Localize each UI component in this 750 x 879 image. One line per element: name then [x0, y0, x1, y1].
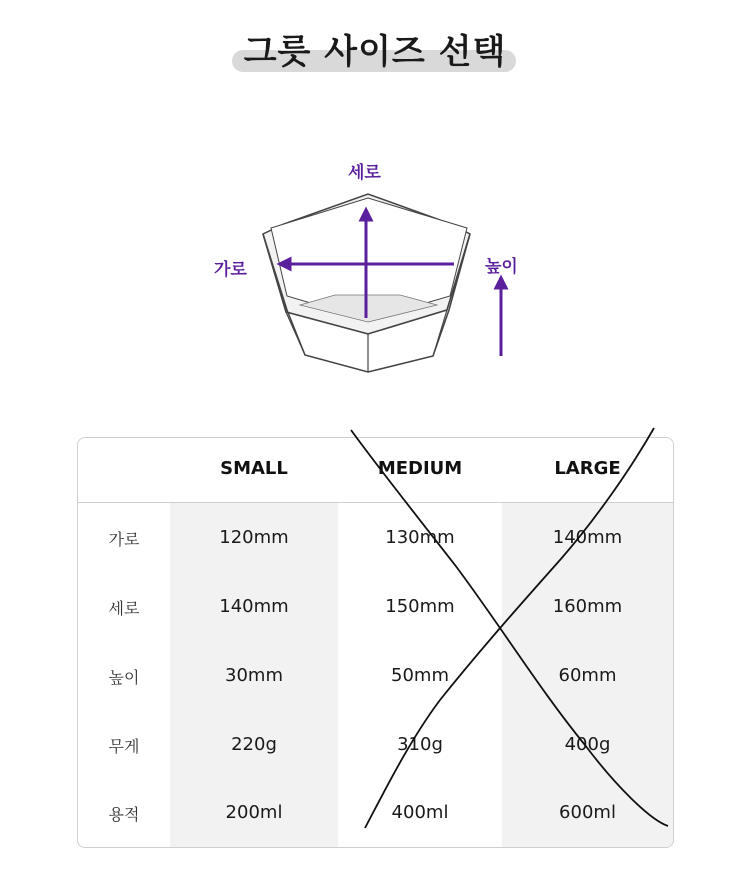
header-divider [78, 502, 673, 503]
page-title: 그릇 사이즈 선택 [243, 32, 507, 72]
table-cell: 60mm [558, 665, 617, 686]
row-label: 높이 [108, 668, 140, 687]
table-cell: 160mm [552, 596, 623, 617]
title-area [0, 0, 750, 120]
table-cell: 600ml [559, 802, 616, 823]
table-cell: 400g [564, 734, 611, 755]
size-table [77, 437, 674, 848]
table-cell: 310g [397, 734, 443, 755]
depth-label: 높이 [485, 257, 518, 277]
col-header-large: LARGE [554, 458, 621, 479]
table-cell: 400ml [391, 802, 449, 823]
row-label: 세로 [108, 599, 140, 618]
bowl-diagram [0, 140, 750, 380]
table-cell: 30mm [225, 665, 283, 686]
table-cell: 200ml [225, 802, 283, 823]
table-cell: 120mm [219, 527, 289, 548]
table-cell: 130mm [385, 527, 455, 548]
table-cell: 140mm [552, 527, 623, 548]
table-cell: 220g [231, 734, 277, 755]
col-header-medium: MEDIUM [377, 458, 463, 479]
table-cell: 150mm [385, 596, 455, 617]
table-cell: 50mm [391, 665, 449, 686]
row-label: 용적 [108, 805, 140, 824]
row-label: 가로 [108, 530, 140, 549]
width-label: 가로 [214, 260, 247, 280]
col-header-small: SMALL [220, 458, 288, 479]
height-label: 세로 [348, 163, 381, 183]
table-cell: 140mm [219, 596, 289, 617]
row-label: 무게 [108, 737, 140, 756]
